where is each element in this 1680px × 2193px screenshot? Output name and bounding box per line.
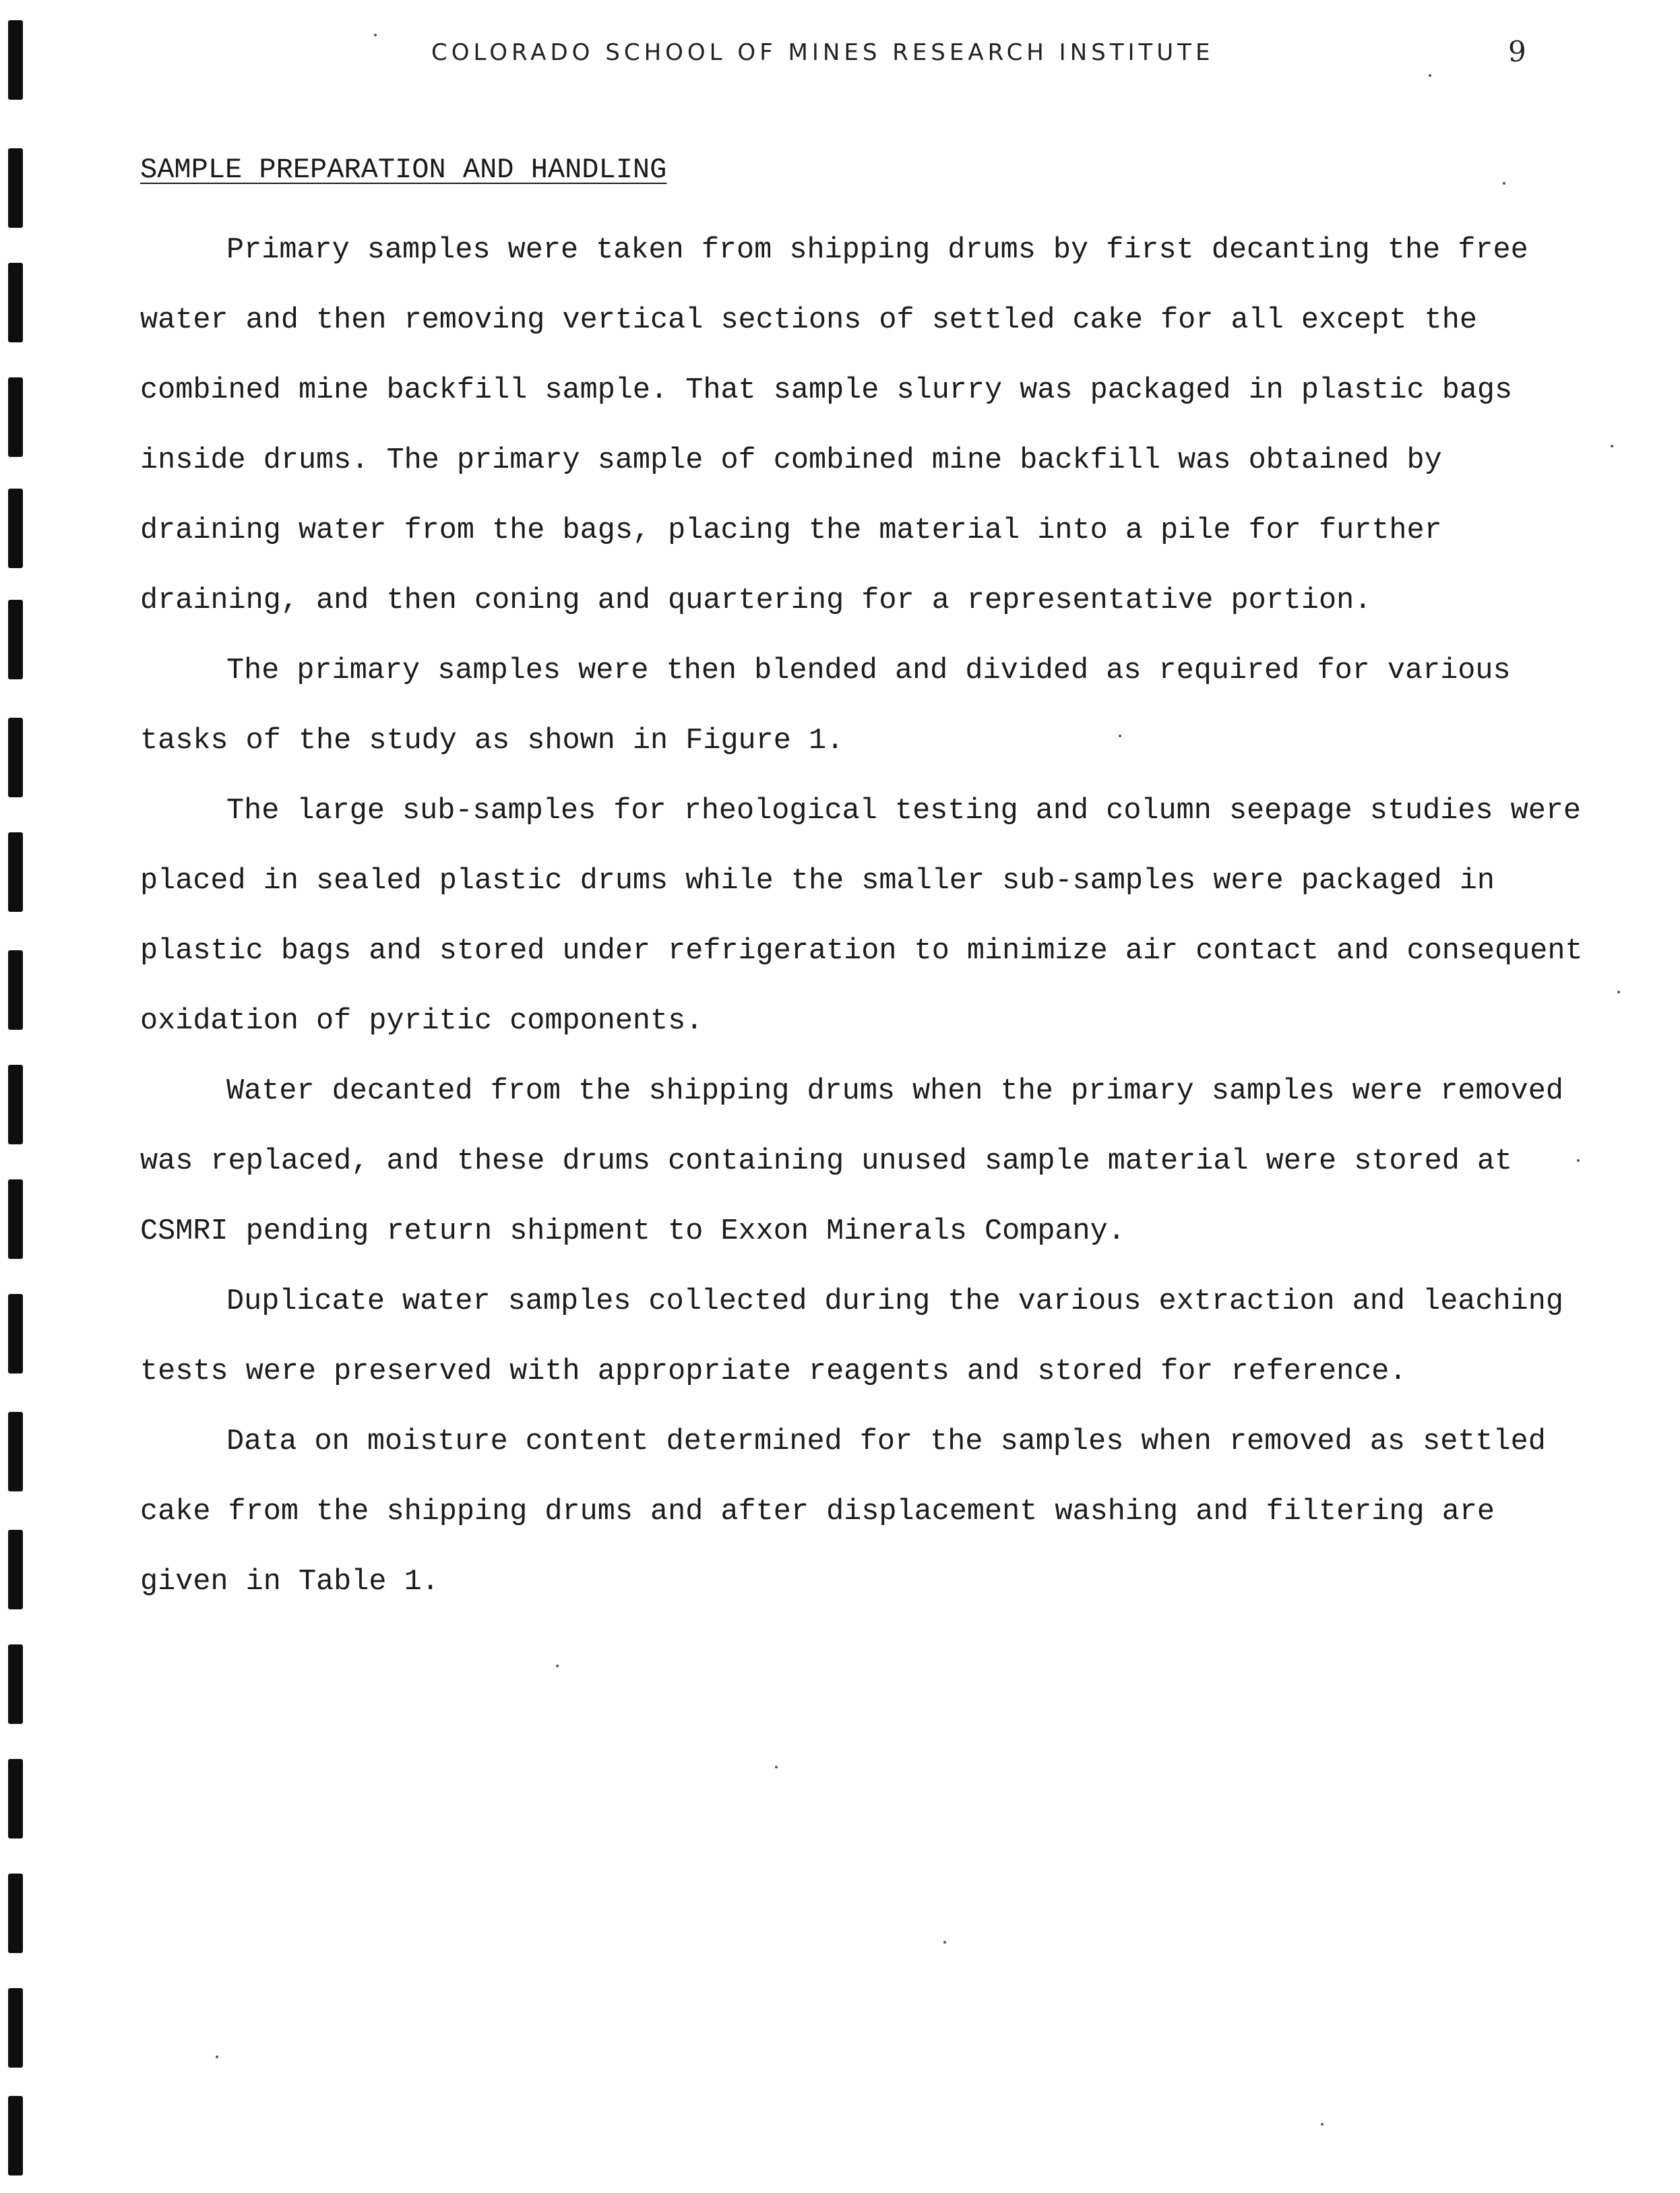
scan-speck [1119,735,1121,737]
body-text [140,216,1589,1617]
scan-speck [1611,445,1613,447]
punch-mark [8,600,23,679]
punch-mark [8,1179,23,1259]
page-number: 9 [1508,35,1526,68]
punch-mark [8,950,23,1030]
scan-speck [1577,1159,1580,1162]
scan-speck [1321,2123,1324,2126]
paragraph: The primary samples were then blended and divided as required for various tasks of the study as shown in Figure 1. [140,654,1511,758]
punch-mark [8,1530,23,1609]
punch-mark [8,718,23,797]
punch-mark [8,20,23,100]
punch-mark [8,1065,23,1144]
binder-punch-marks [0,0,40,2193]
punch-mark [8,148,23,228]
punch-mark [8,1644,23,1724]
punch-mark [8,1294,23,1373]
scan-speck [216,2056,218,2058]
scan-speck [775,1766,778,1768]
paragraph: Data on moisture content determined for the samples when removed as settled cake from the shipping drums and after displacement washing and filtering are given in Table 1. [140,1425,1546,1599]
punch-mark [8,1874,23,1953]
scan-speck [943,1941,946,1944]
paragraph: The large sub-samples for rheological testing and column seepage studies were placed in sealed plastic drums while the smaller sub-samples were packaged in plastic bags and stored under refrigeration to minimize air contact and consequent oxidation of pyritic components. [140,795,1583,1038]
scan-speck [556,1665,559,1667]
punch-mark [8,263,23,342]
punch-mark [8,1988,23,2068]
scan-speck [1617,991,1620,993]
scan-speck [1429,74,1431,77]
section-title: SAMPLE PREPARATION AND HANDLING [140,154,667,186]
scan-speck [1503,182,1505,185]
punch-mark [8,832,23,912]
punch-mark [8,1412,23,1491]
punch-mark [8,489,23,568]
punch-mark [8,1759,23,1839]
paragraph: Water decanted from the shipping drums when the primary samples were removed was replaced, and these drums containing unused sample material were stored at CSMRI pending return shipment to Exxon Minerals Company. [140,1075,1563,1248]
punch-mark [8,377,23,457]
paragraph: Duplicate water samples collected during the various extraction and leaching tests were preserved with appropriate reagents and stored for reference. [140,1285,1563,1388]
punch-mark [8,2096,23,2175]
running-header: COLORADO SCHOOL OF MINES RESEARCH INSTITUTE [431,39,1214,66]
paragraph: Primary samples were taken from shipping drums by first decanting the free water and then removing vertical sections of settled cake for all except the combined mine backfill sample. That sample slurry was packaged in plastic bags inside drums. The primary sample of combined mine backfill was obtained by draining water from the bags, placing the material into a pile for further draining, and then coning and quartering for a representative portion. [140,234,1528,617]
scan-speck [374,34,377,36]
